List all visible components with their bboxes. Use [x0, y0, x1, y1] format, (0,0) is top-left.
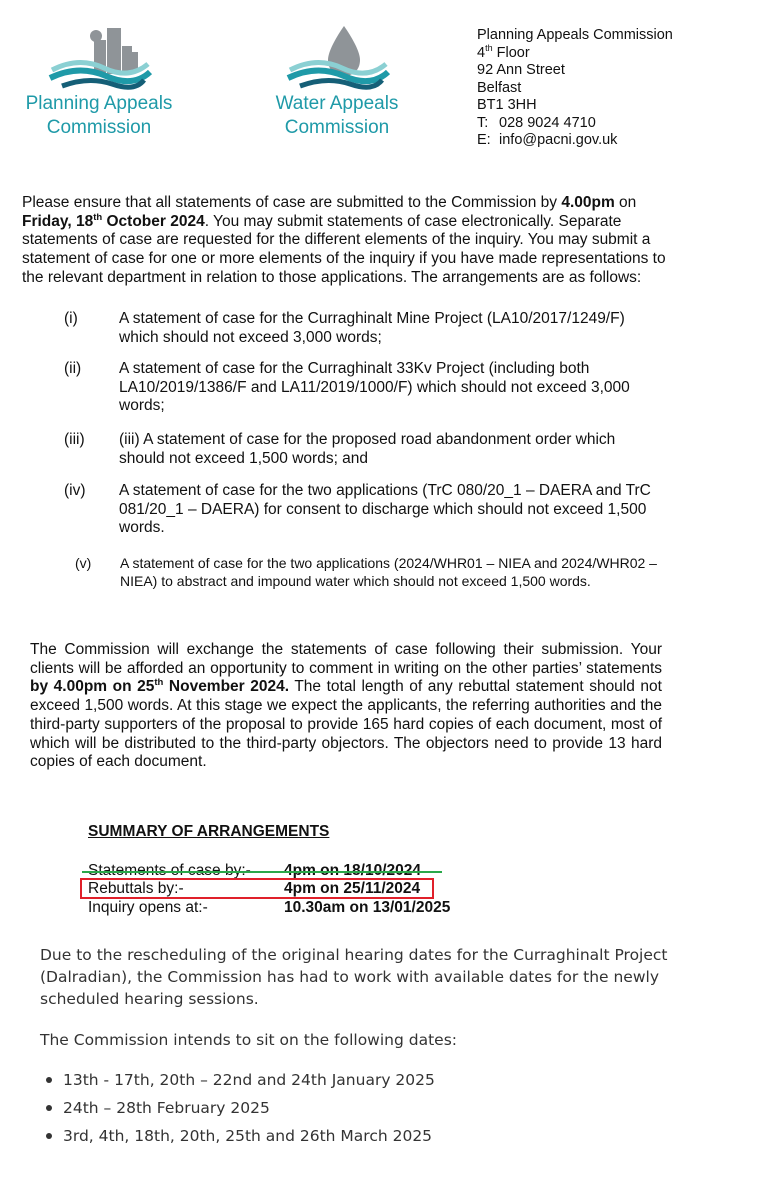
- highlight-box: [80, 878, 434, 899]
- list-item: (ii) A statement of case for the Curraghinalt 33Kv Project (including both LA10/2019/1386/F and LA11/2019/1000/F) which should not exceed 3,000 words;: [64, 360, 630, 415]
- rescheduling-paragraph: Due to the rescheduling of the original hearing dates for the Curraghinalt Project (Dalradian), the Commission has had to work with available dates for the newly scheduled hearing sessions.: [40, 946, 668, 1008]
- list-item: (v) A statement of case for the two applications (2024/WHR01 – NIEA and 2024/WHR02 – NIEA) to abstract and impound water which should not exceed 1,500 words.: [75, 555, 657, 589]
- intro-paragraph: Please ensure that all statements of case are submitted to the Commission by 4.00pm on Friday, 18th October 2024. You may submit statements of case electronically. Separate statements of case are requested for the different elements of the inquiry. You may submit a statement of case for one or more elements of the inquiry if you have made representations to the relevant department in relation to those applications. The arrangements are as follows:: [22, 194, 666, 286]
- pac-logo-line2: Commission: [46, 117, 152, 138]
- summary-title: SUMMARY OF ARRANGEMENTS: [88, 823, 330, 840]
- list-item: (iv) A statement of case for the two applications (TrC 080/20_1 – DAERA and TrC 081/20_1 – DAERA) for consent to discharge which should not exceed 1,500 words.: [64, 482, 651, 537]
- pac-logo-line1: Planning Appeals: [25, 93, 173, 114]
- bullet-icon: [46, 1133, 52, 1139]
- exchange-paragraph: The Commission will exchange the statements of case following their submission. Your clients will be afforded an opportunity to comment in writing on the other parties’ statements by 4.00pm on 25th November 2024. The total length of any rebuttal statement should not exceed 1,500 words. At this stage we expect the applicants, the referring authorities and the third-party supporters of the proposal to provide 165 hard copies of each document, most of which will be distributed to the third-party objectors. The objectors need to provide 13 hard copies of each document.: [30, 641, 662, 771]
- commission-address: [477, 27, 673, 150]
- sitting-dates-list: [46, 1068, 435, 1152]
- sitting-dates-intro: The Commission intends to sit on the following dates:: [40, 1031, 457, 1049]
- strikethrough-line: [82, 871, 442, 873]
- pac-logo-mark: [44, 22, 154, 92]
- summary-row-rebuttals: Rebuttals by:- 4pm on 25/11/2024: [88, 880, 421, 897]
- list-item: (iii) (iii) A statement of case for the proposed road abandonment order which should not exceed 1,500 words; and: [64, 431, 616, 467]
- wac-logo-mark: [282, 24, 392, 92]
- address-line-name: Planning Appeals Commission: [477, 27, 673, 43]
- summary-row-inquiry: Inquiry opens at:- 10.30am on 13/01/2025: [88, 899, 451, 916]
- bullet-icon: [46, 1077, 52, 1083]
- address-line-email[interactable]: E: info@pacni.gov.uk: [477, 132, 618, 148]
- address-line-postcode: BT1 3HH: [477, 97, 537, 113]
- address-line-phone: T: 028 9024 4710: [477, 114, 596, 131]
- address-line-floor: 4th Floor: [477, 42, 530, 61]
- wac-logo-line2: Commission: [284, 117, 390, 138]
- wac-logo-line1: Water Appeals: [275, 93, 399, 114]
- list-item: 13th - 17th, 20th – 22nd and 24th January 2025: [46, 1068, 435, 1096]
- wac-logo: [262, 24, 412, 140]
- list-item: 3rd, 4th, 18th, 20th, 25th and 26th March 2025: [46, 1124, 435, 1152]
- pac-logo: [24, 22, 174, 140]
- address-line-city: Belfast: [477, 79, 522, 96]
- list-item: 24th – 28th February 2025: [46, 1096, 435, 1124]
- list-item: (i) A statement of case for the Curraghinalt Mine Project (LA10/2017/1249/F) which should not exceed 3,000 words;: [64, 310, 625, 346]
- address-line-street: 92 Ann Street: [477, 62, 565, 78]
- bullet-icon: [46, 1105, 52, 1111]
